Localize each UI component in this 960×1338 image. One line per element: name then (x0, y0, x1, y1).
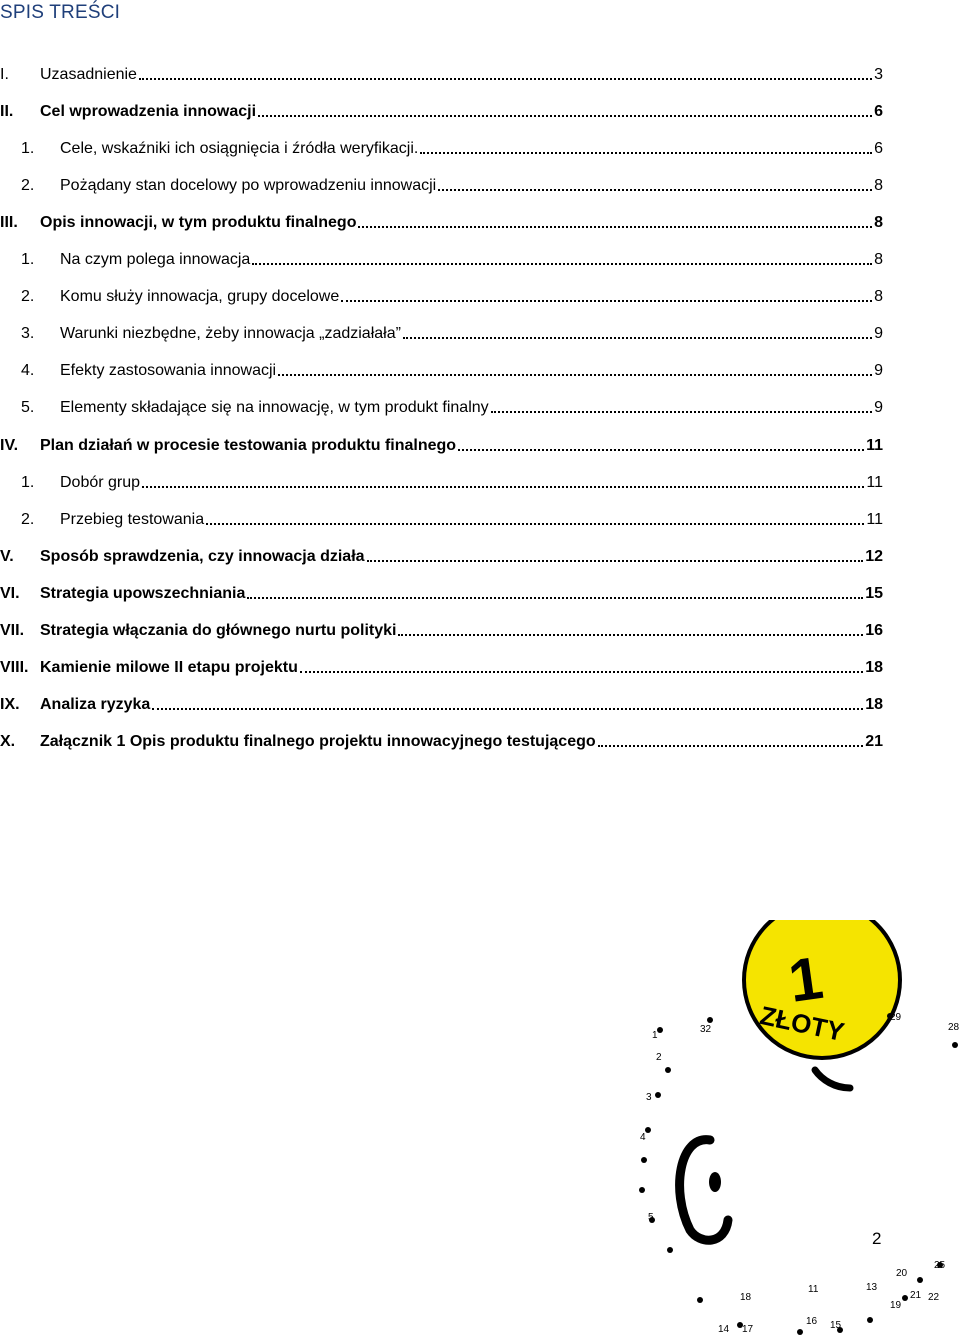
piggy-bank-coin-illustration (560, 920, 960, 1338)
toc-entry-number: X. (0, 733, 16, 750)
toc-leader-dots (458, 448, 864, 451)
toc-entry-body (40, 733, 883, 751)
toc-entry[interactable] (0, 507, 883, 529)
toc-leader-dots (278, 373, 872, 376)
toc-leader-dots (252, 262, 872, 265)
toc-entry-title: Pożądany stan docelowy po wprowadzeniu innowacji (60, 177, 437, 194)
toc-entry[interactable] (0, 321, 883, 343)
toc-entry-number: 1. (21, 140, 35, 157)
toc-entry-body (40, 585, 883, 603)
page-number: 2 (872, 1229, 882, 1248)
toc-entry-number: III. (0, 214, 18, 231)
snout-shape (560, 920, 690, 1338)
svg-text:29: 29 (890, 1012, 902, 1023)
toc-leader-dots (258, 114, 872, 117)
toc-entry-number: 1. (21, 474, 35, 491)
toc-leader-dots (358, 225, 872, 228)
toc-entry-page: 6 (874, 103, 883, 120)
snout (680, 1140, 728, 1241)
toc-entry[interactable] (0, 99, 883, 121)
toc-entry[interactable] (0, 136, 883, 158)
toc-entry-title: Analiza ryzyka (40, 696, 151, 713)
toc-entry-page: 21 (865, 733, 883, 750)
toc-entry[interactable] (0, 470, 883, 492)
toc-entry-page: 9 (874, 399, 883, 416)
svg-text:18: 18 (740, 1292, 752, 1303)
toc-entry-number: I. (0, 66, 9, 83)
toc-entry-title: Uzasadnienie (40, 66, 137, 83)
toc-entry-number: II. (0, 103, 14, 120)
toc-leader-dots (206, 522, 864, 525)
toc-entry-page: 18 (865, 659, 883, 676)
svg-text:20: 20 (896, 1268, 908, 1279)
toc-entry-number: IV. (0, 437, 19, 454)
toc-entry-body (40, 659, 883, 677)
toc-entry-title: Dobór grup (60, 474, 141, 491)
svg-text:3: 3 (646, 1092, 652, 1103)
toc-entry-number: 3. (21, 325, 35, 342)
toc-entry-body (40, 214, 883, 232)
toc-entry-number: 2. (21, 177, 35, 194)
toc-entry-page: 18 (865, 696, 883, 713)
toc-entry-number: 2. (21, 511, 35, 528)
toc-entry-title: Efekty zastosowania innowacji (60, 362, 277, 379)
toc-entry-number: VII. (0, 622, 25, 639)
svg-text:28: 28 (948, 1022, 960, 1033)
coin-currency-label: ZŁOTY (757, 1000, 847, 1048)
toc-entry-body (60, 140, 883, 158)
toc-entry-title: Warunki niezbędne, żeby innowacja „zadziałała” (60, 325, 401, 342)
nostril (709, 1172, 721, 1192)
toc-entry-body (60, 362, 883, 380)
toc-entry-title: Plan działań w procesie testowania produktu finalnego (40, 437, 457, 454)
toc-leader-dots (403, 336, 872, 339)
toc-entry[interactable] (0, 618, 883, 640)
toc-entry[interactable] (0, 358, 883, 380)
toc-entry-page: 15 (865, 585, 883, 602)
toc-entry[interactable] (0, 284, 883, 306)
toc-entry-number: VI. (0, 585, 20, 602)
toc-entry-body (40, 548, 883, 566)
toc-leader-dots (152, 707, 863, 710)
toc-entry[interactable] (0, 655, 883, 677)
toc-entry-title: Strategia upowszechniania (40, 585, 246, 602)
toc-entry-body (60, 251, 883, 269)
eye (815, 1070, 850, 1088)
toc-leader-dots (420, 151, 872, 154)
toc-entry[interactable] (0, 544, 883, 566)
svg-text:2: 2 (656, 1052, 662, 1063)
toc-entry[interactable] (0, 62, 883, 84)
toc-entry-page: 9 (874, 325, 883, 342)
toc-entry-title: Kamienie milowe II etapu projektu (40, 659, 298, 676)
toc-entry-number: IX. (0, 696, 20, 713)
toc-entry-page: 8 (874, 251, 883, 268)
toc-leader-dots (142, 485, 864, 488)
toc-entry-body (60, 325, 883, 343)
toc-entry-title: Opis innowacji, w tym produktu finalnego (40, 214, 357, 231)
toc-entry[interactable] (0, 581, 883, 603)
toc-entry-number: VIII. (0, 659, 29, 676)
svg-text:25: 25 (934, 1260, 946, 1271)
toc-entry-page: 11 (866, 511, 883, 528)
svg-text:1: 1 (652, 1030, 658, 1041)
toc-entry-number: 5. (21, 399, 35, 416)
coin-value-label: 1 (784, 943, 827, 1015)
svg-text:15: 15 (830, 1320, 842, 1331)
toc-entry-title: Na czym polega innowacja (60, 251, 251, 268)
toc-entry-page: 16 (865, 622, 883, 639)
toc-entry-page: 8 (874, 214, 883, 231)
toc-entry-body (40, 622, 883, 640)
toc-entry-number: V. (0, 548, 14, 565)
toc-entry-number: 1. (21, 251, 35, 268)
toc-entry-page: 6 (874, 140, 883, 157)
svg-text:32: 32 (700, 1024, 712, 1035)
toc-entry-body (60, 399, 883, 417)
toc-entry-number: 4. (21, 362, 35, 379)
toc-entry-title: Elementy składające się na innowację, w tym produkt finalny (60, 399, 489, 416)
toc-leader-dots (438, 188, 872, 191)
svg-text:17: 17 (742, 1324, 754, 1335)
toc-leader-dots (247, 596, 863, 599)
svg-text:21: 21 (910, 1290, 922, 1301)
toc-entry-title: Sposób sprawdzenia, czy innowacja działa (40, 548, 365, 565)
toc-entry-body (40, 66, 883, 84)
toc-entry-title: Strategia włączania do głównego nurtu polityki (40, 622, 397, 639)
toc-entry-body (40, 437, 883, 455)
toc-entry[interactable] (0, 433, 883, 455)
toc-leader-dots (300, 670, 863, 673)
toc-entry-body (60, 177, 883, 195)
svg-text:11: 11 (808, 1284, 819, 1295)
toc-entry[interactable] (0, 395, 883, 417)
toc-entry-body (60, 474, 883, 492)
toc-entry[interactable] (0, 692, 883, 714)
svg-text:22: 22 (928, 1292, 940, 1303)
toc-entry-body (40, 103, 883, 121)
svg-text:4: 4 (640, 1132, 646, 1143)
toc-leader-dots (341, 299, 872, 302)
toc-leader-dots (139, 77, 872, 80)
toc-entry[interactable] (0, 247, 883, 269)
toc-leader-dots (598, 744, 864, 747)
toc-entry-page: 11 (866, 474, 883, 491)
toc-entry-page: 8 (874, 177, 883, 194)
toc-entry-page: 11 (866, 437, 883, 454)
toc-entry-title: Załącznik 1 Opis produktu finalnego projektu innowacyjnego testującego (40, 733, 596, 750)
svg-text:19: 19 (890, 1300, 902, 1311)
toc-leader-dots (491, 410, 872, 413)
toc-entry-page: 9 (874, 362, 883, 379)
toc-entry[interactable] (0, 173, 883, 195)
toc-heading: SPIS TREŚCI (0, 2, 121, 23)
toc-entry[interactable] (0, 210, 883, 232)
toc-leader-dots (367, 559, 864, 562)
toc-entry[interactable] (0, 729, 883, 751)
toc-entry-number: 2. (21, 288, 35, 305)
toc-leader-dots (398, 633, 863, 636)
toc-entry-title: Przebieg testowania (60, 511, 205, 528)
toc-entry-body (60, 511, 883, 529)
toc-entry-title: Cele, wskaźniki ich osiągnięcia i źródła weryfikacji. (60, 140, 419, 157)
svg-text:16: 16 (806, 1316, 818, 1327)
svg-text:5: 5 (648, 1212, 654, 1223)
toc-entry-title: Komu służy innowacja, grupy docelowe (60, 288, 340, 305)
toc-entry-body (60, 288, 883, 306)
dot-path (639, 1013, 958, 1335)
toc-entry-page: 3 (874, 66, 883, 83)
svg-text:13: 13 (866, 1282, 878, 1293)
toc-entry-title: Cel wprowadzenia innowacji (40, 103, 257, 120)
svg-text:14: 14 (718, 1324, 730, 1335)
toc-entry-page: 8 (874, 288, 883, 305)
toc-entry-body (40, 696, 883, 714)
toc-entry-page: 12 (865, 548, 883, 565)
